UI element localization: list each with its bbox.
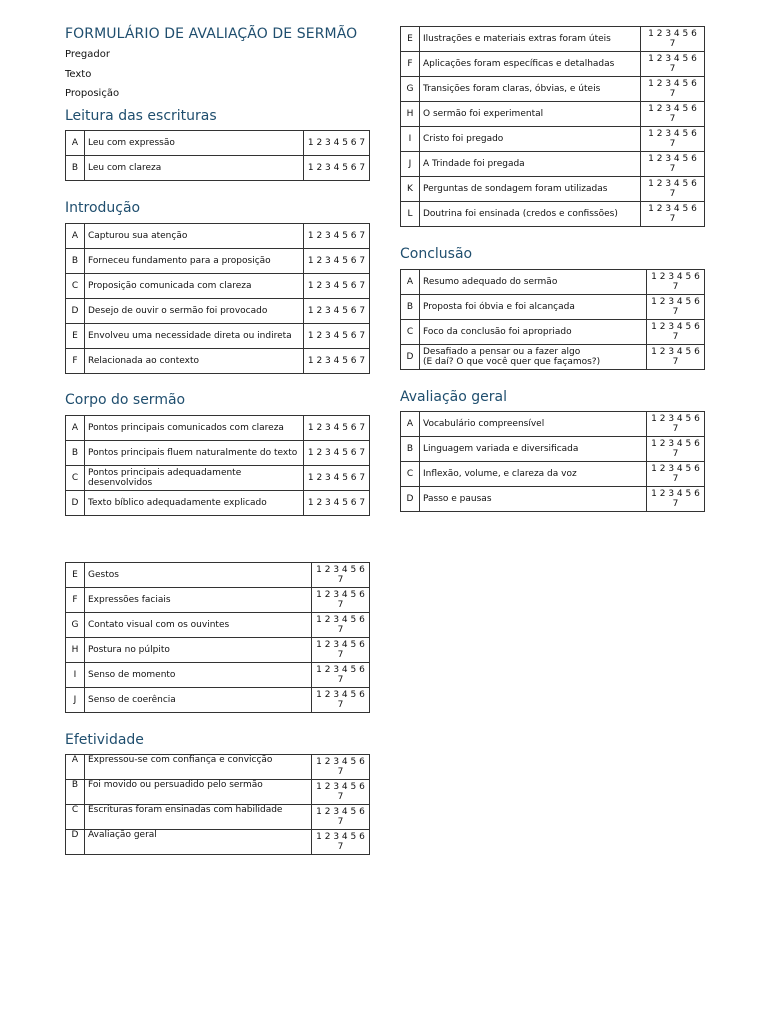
rating-scale[interactable]: 1 2 3 4 5 6 7 — [647, 487, 705, 512]
row-letter: G — [66, 613, 85, 638]
table-row — [401, 462, 705, 487]
table-row — [66, 441, 370, 466]
row-letter: A — [66, 224, 85, 249]
section-heading-conclusao: Conclusão — [400, 246, 473, 262]
table-row — [66, 249, 370, 274]
row-criterion — [85, 249, 304, 274]
rating-scale[interactable]: 1 2 3 4 5 6 7 — [304, 466, 370, 491]
section-heading-leitura: Leitura das escrituras — [65, 108, 217, 124]
row-criterion — [85, 466, 304, 491]
row-letter: D — [66, 299, 85, 324]
table-row — [401, 270, 705, 295]
table-row — [66, 491, 370, 516]
rating-scale[interactable]: 1 2 3 4 5 6 7 — [312, 688, 370, 713]
field-pregador: Pregador — [65, 49, 110, 60]
table-row — [401, 412, 705, 437]
table-row — [66, 613, 370, 638]
row-criterion — [85, 349, 304, 374]
table-row — [401, 27, 705, 52]
row-letter: I — [66, 663, 85, 688]
rating-scale[interactable]: 1 2 3 4 5 6 7 — [304, 156, 370, 181]
criterion-text: Contato visual com os ouvintes — [88, 620, 230, 630]
rating-scale[interactable]: 1 2 3 4 5 6 7 — [312, 780, 370, 805]
row-letter: D — [401, 487, 420, 512]
table-row — [66, 416, 370, 441]
row-criterion — [85, 274, 304, 299]
rating-scale[interactable]: 1 2 3 4 5 6 7 — [312, 563, 370, 588]
form-title: FORMULÁRIO DE AVALIAÇÃO DE SERMÃO — [65, 26, 358, 42]
rating-scale[interactable]: 1 2 3 4 5 6 7 — [312, 805, 370, 830]
row-criterion — [420, 177, 641, 202]
section-heading-corpo: Corpo do sermão — [65, 392, 186, 408]
rating-scale[interactable]: 1 2 3 4 5 6 7 — [304, 441, 370, 466]
criterion-text: Transições foram claras, óbvias, e úteis — [423, 84, 601, 94]
rating-scale[interactable]: 1 2 3 4 5 6 7 — [641, 177, 705, 202]
rating-scale[interactable]: 1 2 3 4 5 6 7 — [304, 249, 370, 274]
row-criterion — [85, 441, 304, 466]
table-row — [66, 349, 370, 374]
criterion-text: Pontos principais adequadamente desenvolvidos — [88, 468, 242, 488]
row-letter: F — [401, 52, 420, 77]
table-row — [66, 224, 370, 249]
rating-scale[interactable]: 1 2 3 4 5 6 7 — [647, 437, 705, 462]
rating-scale[interactable]: 1 2 3 4 5 6 7 — [647, 345, 705, 370]
table-row — [66, 805, 370, 830]
table-row — [66, 755, 370, 780]
row-letter: C — [401, 320, 420, 345]
row-letter: J — [401, 152, 420, 177]
rating-scale[interactable]: 1 2 3 4 5 6 7 — [304, 416, 370, 441]
rating-scale[interactable]: 1 2 3 4 5 6 7 — [647, 462, 705, 487]
rating-scale[interactable]: 1 2 3 4 5 6 7 — [312, 830, 370, 855]
row-criterion — [85, 131, 304, 156]
row-criterion — [420, 202, 641, 227]
criterion-text: Escrituras foram ensinadas com habilidade — [88, 805, 283, 815]
criterion-text: Desafiado a pensar ou a fazer algo — [423, 347, 581, 357]
table-row — [66, 274, 370, 299]
table-row — [66, 638, 370, 663]
row-criterion — [85, 780, 312, 805]
criterion-text: Relacionada ao contexto — [88, 356, 199, 366]
row-letter: E — [66, 563, 85, 588]
row-criterion — [85, 805, 312, 830]
rating-scale[interactable]: 1 2 3 4 5 6 7 — [647, 412, 705, 437]
criterion-text: Cristo foi pregado — [423, 134, 504, 144]
row-criterion — [420, 270, 647, 295]
rating-scale[interactable]: 1 2 3 4 5 6 7 — [641, 102, 705, 127]
table-row — [66, 588, 370, 613]
criterion-text: Pontos principais fluem naturalmente do texto — [88, 448, 298, 458]
table-conclusao — [400, 269, 705, 370]
row-letter: A — [401, 270, 420, 295]
row-criterion — [85, 224, 304, 249]
criterion-text: O sermão foi experimental — [423, 109, 544, 119]
row-letter: K — [401, 177, 420, 202]
row-letter: J — [66, 688, 85, 713]
row-criterion — [420, 127, 641, 152]
table-row — [66, 780, 370, 805]
criterion-text: Gestos — [88, 570, 119, 580]
criterion-text: Texto bíblico adequadamente explicado — [88, 498, 267, 508]
table-row — [66, 563, 370, 588]
criterion-text: Pontos principais comunicados com clareza — [88, 423, 284, 433]
row-criterion — [420, 52, 641, 77]
criterion-text: A Trindade foi pregada — [423, 159, 525, 169]
row-letter: B — [401, 295, 420, 320]
row-criterion — [420, 320, 647, 345]
table-row — [66, 466, 370, 491]
table-row — [66, 688, 370, 713]
criterion-text: Senso de momento — [88, 670, 176, 680]
row-letter: H — [66, 638, 85, 663]
table-row — [401, 487, 705, 512]
row-letter: C — [66, 805, 85, 830]
row-criterion — [420, 487, 647, 512]
rating-scale[interactable]: 1 2 3 4 5 6 7 — [641, 77, 705, 102]
criterion-text: Passo e pausas — [423, 494, 492, 504]
criterion-text: Senso de coerência — [88, 695, 176, 705]
row-letter: D — [401, 345, 420, 370]
criterion-text: Linguagem variada e diversificada — [423, 444, 579, 454]
row-letter: A — [401, 412, 420, 437]
rating-scale[interactable]: 1 2 3 4 5 6 7 — [641, 27, 705, 52]
rating-scale[interactable]: 1 2 3 4 5 6 7 — [641, 127, 705, 152]
rating-scale[interactable]: 1 2 3 4 5 6 7 — [304, 274, 370, 299]
row-letter: E — [66, 324, 85, 349]
row-criterion — [420, 412, 647, 437]
table-row — [401, 127, 705, 152]
row-criterion — [420, 437, 647, 462]
row-criterion — [85, 324, 304, 349]
table-row — [66, 324, 370, 349]
table-row — [401, 152, 705, 177]
table-row — [66, 299, 370, 324]
rating-scale[interactable]: 1 2 3 4 5 6 7 — [304, 324, 370, 349]
row-criterion — [85, 299, 304, 324]
row-criterion — [420, 345, 647, 370]
rating-scale[interactable]: 1 2 3 4 5 6 7 — [312, 613, 370, 638]
criterion-text: Expressou-se com confiança e convicção — [88, 755, 273, 765]
row-letter: B — [401, 437, 420, 462]
criterion-text: Foco da conclusão foi apropriado — [423, 327, 572, 337]
row-letter: G — [401, 77, 420, 102]
row-criterion — [420, 152, 641, 177]
criterion-text: Perguntas de sondagem foram utilizadas — [423, 184, 608, 194]
table-row — [401, 177, 705, 202]
row-letter: D — [66, 491, 85, 516]
criterion-text: Envolveu uma necessidade direta ou indireta — [88, 331, 292, 341]
rating-scale[interactable]: 1 2 3 4 5 6 7 — [641, 52, 705, 77]
criterion-text: Capturou sua atenção — [88, 231, 188, 241]
rating-scale[interactable]: 1 2 3 4 5 6 7 — [312, 588, 370, 613]
criterion-text: Ilustrações e materiais extras foram úteis — [423, 34, 611, 44]
row-criterion — [420, 77, 641, 102]
table-efetividade — [65, 754, 370, 855]
row-letter: A — [66, 755, 85, 780]
table-row — [66, 156, 370, 181]
criterion-text: Leu com expressão — [88, 138, 175, 148]
row-letter: H — [401, 102, 420, 127]
row-criterion — [85, 156, 304, 181]
rating-scale[interactable]: 1 2 3 4 5 6 7 — [641, 152, 705, 177]
row-letter: I — [401, 127, 420, 152]
row-criterion — [420, 462, 647, 487]
row-letter: L — [401, 202, 420, 227]
row-letter: B — [66, 441, 85, 466]
criterion-text: Expressões faciais — [88, 595, 171, 605]
row-criterion — [85, 613, 312, 638]
table-row — [401, 320, 705, 345]
row-letter: C — [66, 466, 85, 491]
table-avaliacao — [400, 411, 705, 512]
rating-scale[interactable]: 1 2 3 4 5 6 7 — [304, 131, 370, 156]
table-row — [66, 830, 370, 855]
rating-scale[interactable]: 1 2 3 4 5 6 7 — [304, 224, 370, 249]
criterion-subtext: (E daí? O que você quer que façamos?) — [423, 357, 601, 367]
rating-scale[interactable]: 1 2 3 4 5 6 7 — [312, 755, 370, 780]
table-row — [401, 102, 705, 127]
row-criterion — [85, 688, 312, 713]
rating-scale[interactable]: 1 2 3 4 5 6 7 — [641, 202, 705, 227]
rating-scale[interactable]: 1 2 3 4 5 6 7 — [312, 638, 370, 663]
table-row — [66, 131, 370, 156]
row-criterion — [420, 102, 641, 127]
table-row — [401, 345, 705, 370]
section-heading-efetividade: Efetividade — [65, 732, 144, 748]
row-criterion — [420, 27, 641, 52]
row-letter: B — [66, 780, 85, 805]
criterion-text: Desejo de ouvir o sermão foi provocado — [88, 306, 268, 316]
table-corpo-continuacao — [400, 26, 705, 227]
row-criterion — [85, 588, 312, 613]
section-heading-introducao: Introdução — [65, 200, 141, 216]
row-letter: D — [66, 830, 85, 855]
criterion-text: Proposta foi óbvia e foi alcançada — [423, 302, 575, 312]
criterion-text: Postura no púlpito — [88, 645, 170, 655]
criterion-text: Doutrina foi ensinada (credos e confissões) — [423, 209, 618, 219]
rating-scale[interactable]: 1 2 3 4 5 6 7 — [647, 270, 705, 295]
row-criterion — [85, 491, 304, 516]
row-criterion — [420, 295, 647, 320]
criterion-text: Avaliação geral — [88, 830, 157, 840]
criterion-text: Vocabulário compreensível — [423, 419, 545, 429]
table-row — [66, 663, 370, 688]
table-introducao — [65, 223, 370, 374]
row-letter: F — [66, 588, 85, 613]
table-corpo — [65, 415, 370, 516]
criterion-text: Resumo adequado do sermão — [423, 277, 558, 287]
row-criterion — [85, 563, 312, 588]
row-letter: C — [66, 274, 85, 299]
table-leitura — [65, 130, 370, 181]
row-letter: A — [66, 416, 85, 441]
criterion-text: Foi movido ou persuadido pelo sermão — [88, 780, 263, 790]
rating-scale[interactable]: 1 2 3 4 5 6 7 — [304, 349, 370, 374]
table-row — [401, 437, 705, 462]
row-letter: E — [401, 27, 420, 52]
field-proposicao: Proposição — [65, 88, 120, 99]
row-criterion — [85, 830, 312, 855]
criterion-text: Aplicações foram específicas e detalhadas — [423, 59, 615, 69]
criterion-text: Proposição comunicada com clareza — [88, 281, 252, 291]
field-texto: Texto — [65, 69, 92, 80]
table-row — [401, 202, 705, 227]
section-heading-avaliacao: Avaliação geral — [400, 389, 507, 405]
rating-scale[interactable]: 1 2 3 4 5 6 7 — [312, 663, 370, 688]
row-criterion — [85, 663, 312, 688]
row-letter: A — [66, 131, 85, 156]
table-row — [401, 77, 705, 102]
criterion-text: Forneceu fundamento para a proposição — [88, 256, 271, 266]
criterion-text: Inflexão, volume, e clareza da voz — [423, 469, 577, 479]
row-letter: F — [66, 349, 85, 374]
table-row — [401, 295, 705, 320]
row-letter: B — [66, 156, 85, 181]
row-criterion — [85, 416, 304, 441]
table-row — [401, 52, 705, 77]
rating-scale[interactable]: 1 2 3 4 5 6 7 — [304, 491, 370, 516]
row-letter: B — [66, 249, 85, 274]
row-criterion — [85, 755, 312, 780]
table-avaliacao-continuacao — [65, 562, 370, 713]
criterion-text: Leu com clareza — [88, 163, 162, 173]
rating-scale[interactable]: 1 2 3 4 5 6 7 — [304, 299, 370, 324]
row-letter: C — [401, 462, 420, 487]
rating-scale[interactable]: 1 2 3 4 5 6 7 — [647, 320, 705, 345]
row-criterion — [85, 638, 312, 663]
rating-scale[interactable]: 1 2 3 4 5 6 7 — [647, 295, 705, 320]
